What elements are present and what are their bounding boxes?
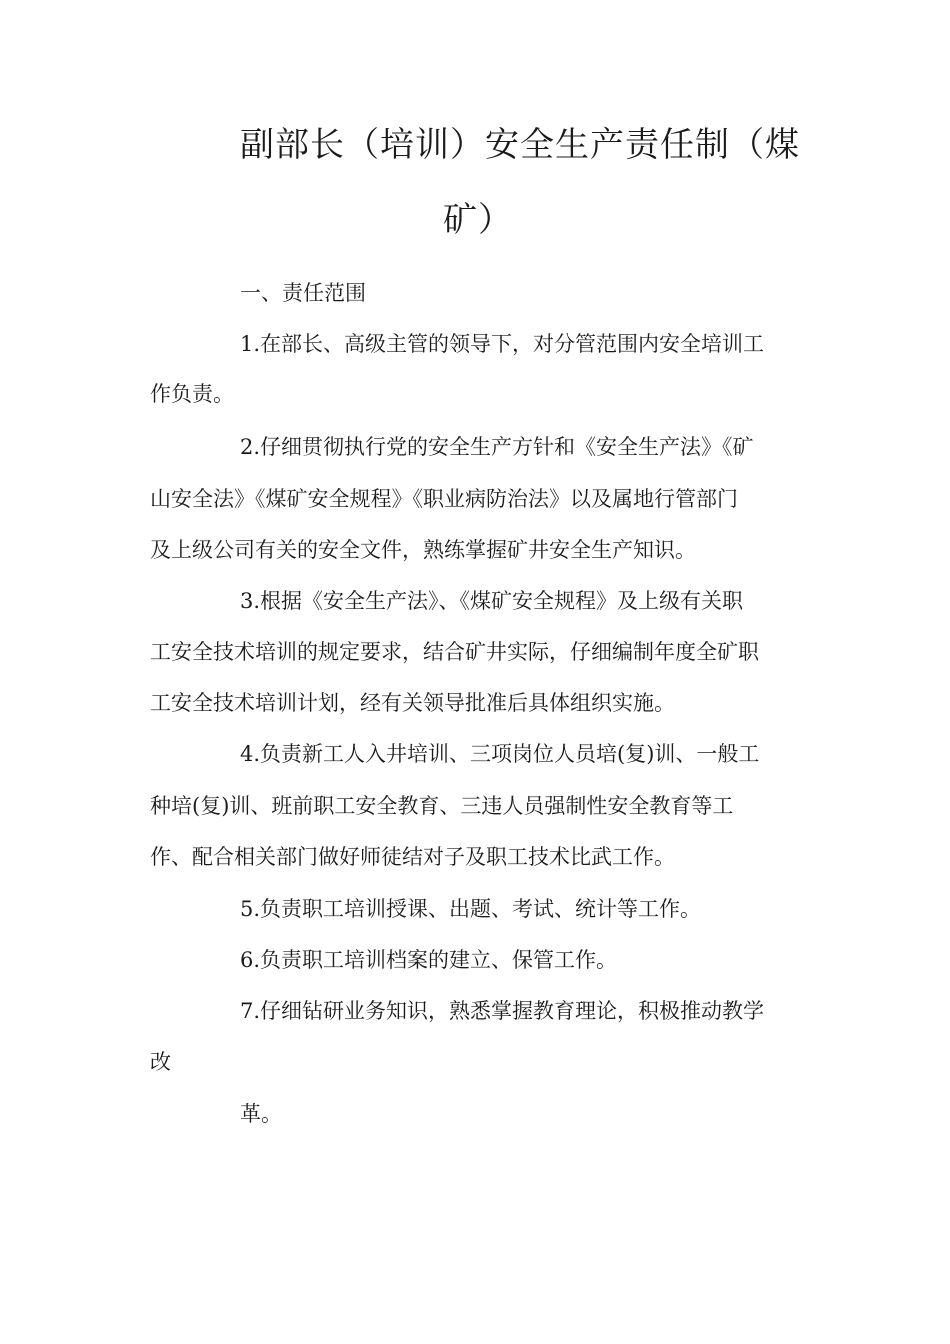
item-1-line-2: 作负责。 (150, 382, 234, 406)
item-3-line-1: 3.根据《安全生产法》、《煤矿安全规程》及上级有关职 (240, 589, 744, 613)
item-1-line-1: 1.在部长、高级主管的领导下，对分管范围内安全培训工 (240, 332, 765, 356)
item-7-line-3: 革。 (240, 1102, 282, 1126)
item-2-line-3: 及上级公司有关的安全文件，熟练掌握矿井安全生产知识。 (150, 538, 696, 562)
item-7-line-1: 7.仔细钻研业务知识，熟悉掌握教育理论，积极推动教学 (240, 999, 765, 1023)
item-4-line-1: 4.负责新工人入井培训、三项岗位人员培(复)训、一般工 (240, 742, 760, 766)
item-2-line-2: 山安全法》《煤矿安全规程》《职业病防治法》以及属地行管部门 (150, 487, 738, 511)
section-heading: 一、责任范围 (240, 281, 366, 305)
item-4-line-2: 种培(复)训、班前职工安全教育、三违人员强制性安全教育等工 (150, 794, 734, 818)
item-5-line-1: 5.负责职工培训授课、出题、考试、统计等工作。 (240, 897, 702, 921)
item-6-line-1: 6.负责职工培训档案的建立、保管工作。 (240, 948, 618, 972)
item-2-line-1: 2.仔细贯彻执行党的安全生产方针和《安全生产法》《矿 (240, 435, 754, 459)
item-3-line-3: 工安全技术培训计划，经有关领导批准后具体组织实施。 (150, 691, 675, 715)
item-3-line-2: 工安全技术培训的规定要求，结合矿井实际，仔细编制年度全矿职 (150, 640, 759, 664)
item-4-line-3: 作、配合相关部门做好师徒结对子及职工技术比武工作。 (150, 845, 675, 869)
document-title-line-1: 副部长（培训）安全生产责任制（煤 (240, 125, 800, 165)
document-title-line-2: 矿） (443, 200, 513, 240)
item-7-line-2: 改 (150, 1050, 171, 1074)
